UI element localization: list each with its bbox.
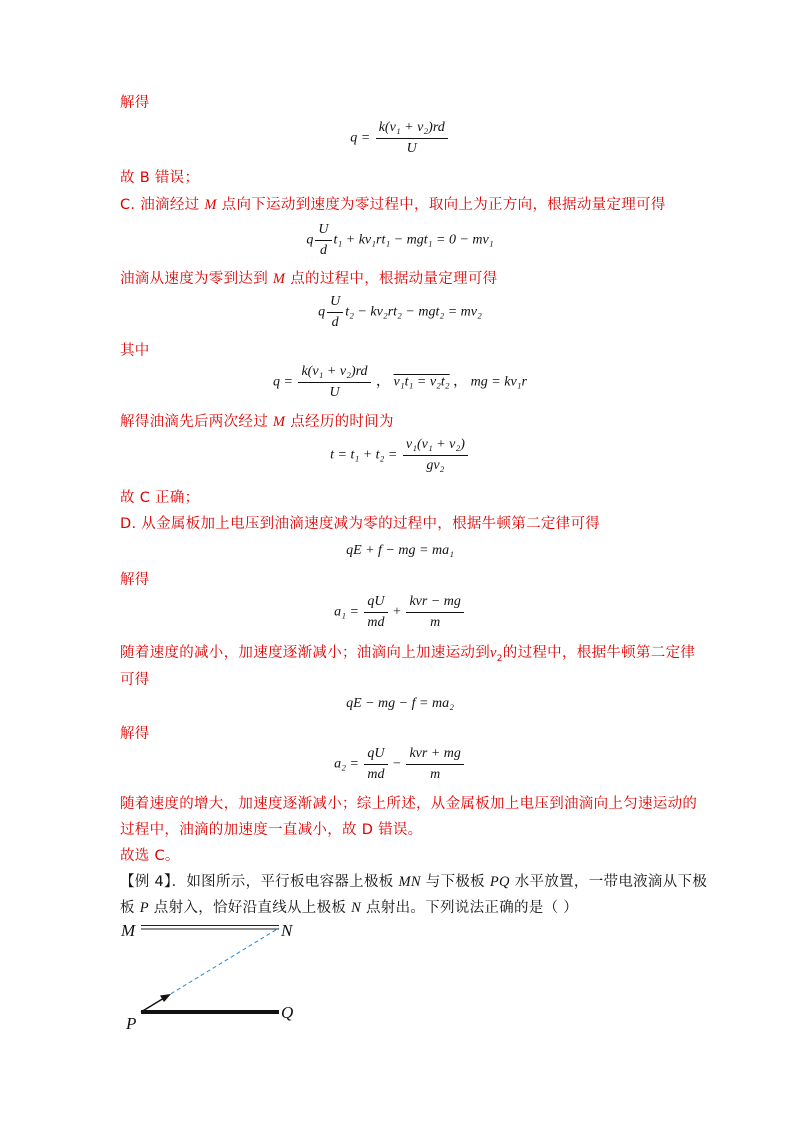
text-line: 解得 [120, 572, 150, 588]
question-line: 板 P 点射入，恰好沿直线从上极板 N 点射出。下列说法正确的是（ ） [120, 900, 579, 916]
text-line: 可得 [120, 672, 150, 688]
text-line: D. 从金属板加上电压到油滴速度减为零的过程中，根据牛顿第二定律可得 [120, 516, 601, 532]
label-N: N [281, 921, 293, 940]
question-line: 【例 4】．如图所示，平行板电容器上极板 MN 与下极板 PQ 水平放置，一带电液滴从下极 [120, 874, 708, 890]
text-line: 其中 [120, 343, 150, 359]
equation-a1: a₁ = $\frac{qU}{md}$ + $\frac{\text{kvr − mg}}{m}$ [0, 594, 800, 631]
text-line: 解得油滴先后两次经过 M 点经历的时间为 [120, 414, 394, 430]
equation-momentum-1: q $\frac{U}{d}$ t₁ + kv₁rt₁ − mgt₁ = 0 − mv₁ [306, 222, 494, 258]
text-line: 解得 [120, 726, 150, 742]
equation-newton-2: qE − mg − f = ma₂ [346, 696, 454, 711]
text-line: 故 B 错误； [120, 170, 200, 186]
equation-momentum-2: q $\frac{U}{d}$ t₂ − kv₂rt₂ − mgt₂ = mv₂ [318, 294, 482, 330]
equation-relations: q = $\frac{\text{k(v₁ + v₂)rd}}{U}$ ， v₁t₁ = v₂t₂ ， mg = kv₁r [273, 364, 527, 400]
text-line: 油滴从速度为零到达到 M 点的过程中，根据动量定理可得 [120, 271, 498, 287]
text-line: 过程中，油滴的加速度一直减小，故 D 错误。 [120, 822, 423, 838]
equation-q: q = $\frac{\text{k(v₁ + v₂)rd}}{U}$ [0, 120, 800, 157]
equation-newton-1: qE + f − mg = ma₁ [346, 543, 454, 558]
text-line: 随着速度的减小，加速度逐渐减小；油滴向上加速运动到$v_2$的过程中，根据牛顿第二定律 [120, 645, 696, 664]
label-Q: Q [281, 1003, 294, 1022]
text-line: 随着速度的增大，加速度逐渐减小；综上所述，从金属板加上电压到油滴向上匀速运动的 [120, 796, 698, 812]
arrow-head-icon [160, 994, 171, 1002]
text-line: 解得 [120, 95, 150, 111]
label-M: M [121, 921, 136, 940]
text-line: 故选 C。 [120, 848, 180, 864]
equation-a2: a₂ = $\frac{qU}{md}$ − $\frac{\text{kvr + mg}}{m}$ [0, 746, 800, 783]
capacitor-diagram [115, 915, 315, 1040]
text-line: 故 C 正确； [120, 490, 200, 506]
label-P: P [126, 1014, 137, 1033]
equation-time: t = t₁ + t₂ = $\frac{\text{v₁(v₁ + v₂)}}{\text{gv₂}}$ [0, 437, 800, 474]
text-line: C. 油滴经过 M 点向下运动到速度为零过程中，取向上为正方向，根据动量定理可得 [120, 197, 666, 213]
